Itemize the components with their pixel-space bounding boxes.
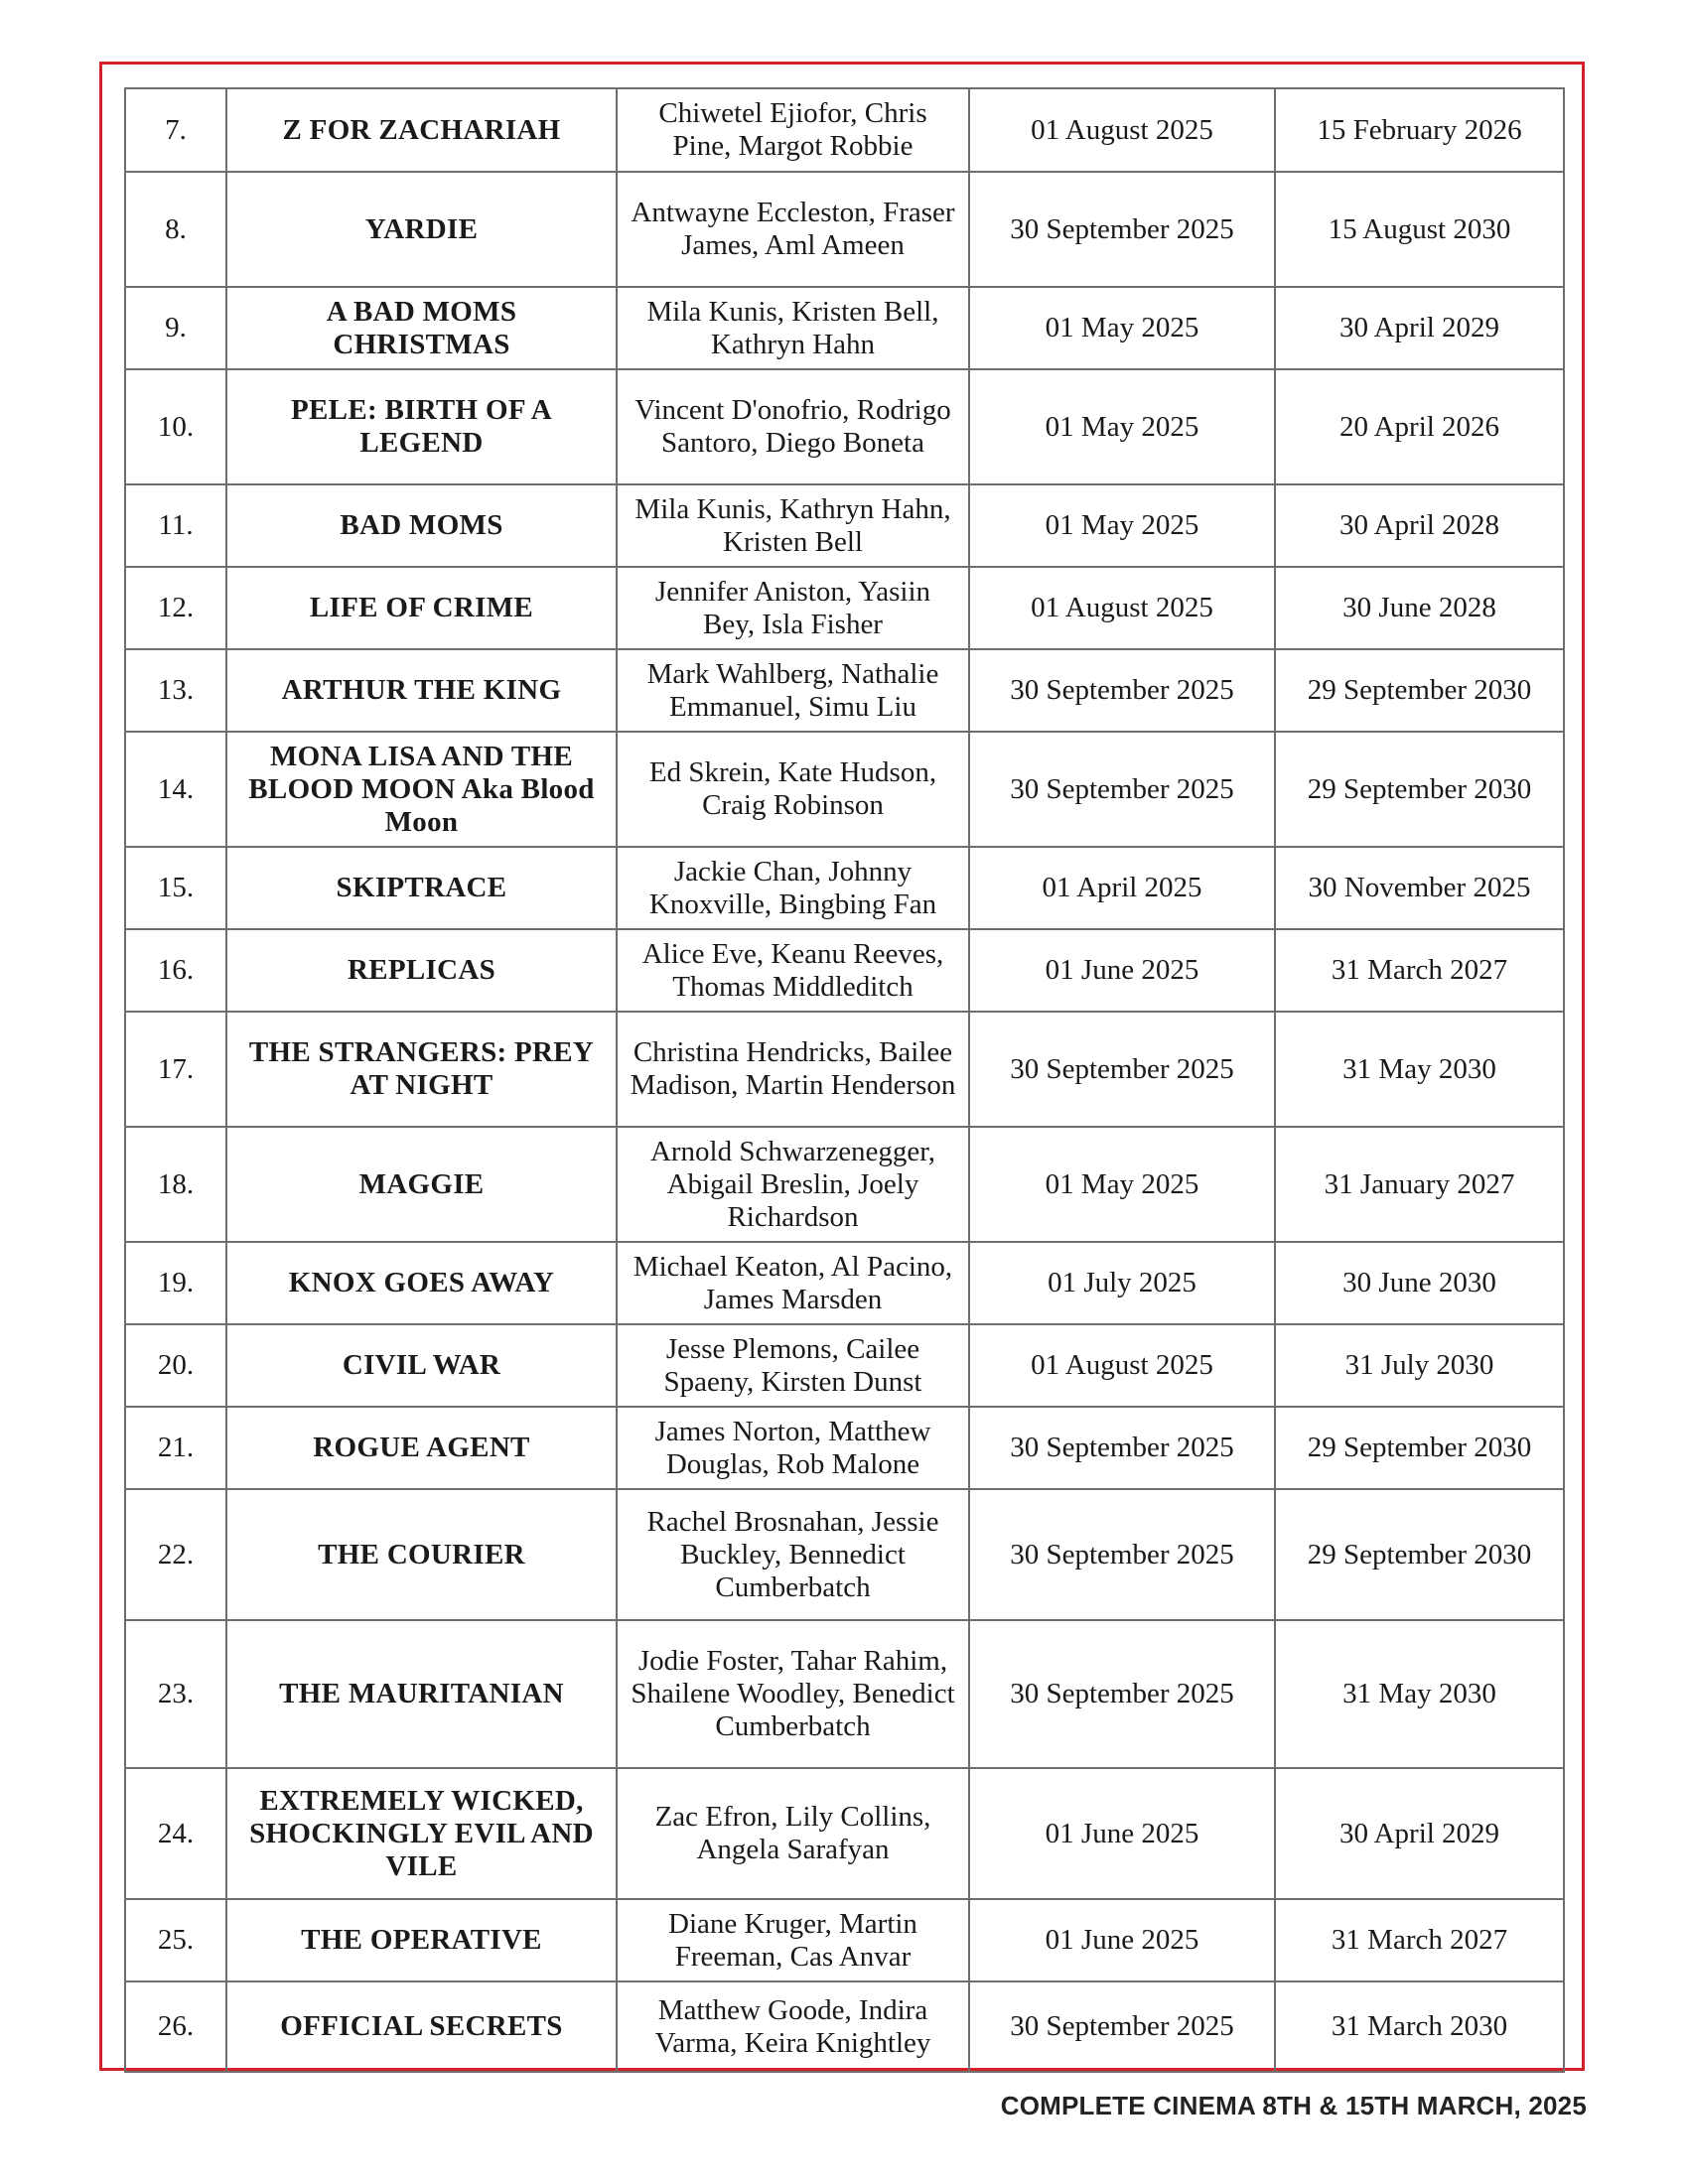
start-date: 30 September 2025 [969, 1620, 1275, 1768]
start-date: 01 August 2025 [969, 88, 1275, 172]
film-cast: Jennifer Aniston, Yasiin Bey, Isla Fisher [617, 567, 969, 649]
start-date: 30 September 2025 [969, 1489, 1275, 1620]
start-date: 30 September 2025 [969, 172, 1275, 287]
end-date: 29 September 2030 [1275, 649, 1564, 732]
film-cast: Alice Eve, Keanu Reeves, Thomas Middleditch [617, 929, 969, 1012]
end-date: 30 November 2025 [1275, 847, 1564, 929]
film-cast: Matthew Goode, Indira Varma, Keira Knightley [617, 1981, 969, 2072]
publication-footer: COMPLETE CINEMA 8TH & 15TH MARCH, 2025 [1000, 2091, 1587, 2120]
end-date: 29 September 2030 [1275, 1407, 1564, 1489]
row-number: 25. [125, 1899, 226, 1981]
film-title: A BAD MOMS CHRISTMAS [226, 287, 617, 369]
film-title: YARDIE [226, 172, 617, 287]
end-date: 30 June 2030 [1275, 1242, 1564, 1324]
table-row [125, 484, 1564, 567]
film-cast: Mila Kunis, Kristen Bell, Kathryn Hahn [617, 287, 969, 369]
start-date: 01 May 2025 [969, 484, 1275, 567]
film-title: OFFICIAL SECRETS [226, 1981, 617, 2072]
end-date: 29 September 2030 [1275, 1489, 1564, 1620]
film-cast: Mila Kunis, Kathryn Hahn, Kristen Bell [617, 484, 969, 567]
film-title: SKIPTRACE [226, 847, 617, 929]
film-schedule-table [124, 87, 1565, 2073]
end-date: 30 June 2028 [1275, 567, 1564, 649]
end-date: 31 May 2030 [1275, 1620, 1564, 1768]
row-number: 23. [125, 1620, 226, 1768]
film-cast: Diane Kruger, Martin Freeman, Cas Anvar [617, 1899, 969, 1981]
end-date: 31 January 2027 [1275, 1127, 1564, 1242]
start-date: 01 July 2025 [969, 1242, 1275, 1324]
row-number: 26. [125, 1981, 226, 2072]
table-row [125, 1981, 1564, 2072]
row-number: 9. [125, 287, 226, 369]
film-cast: Zac Efron, Lily Collins, Angela Sarafyan [617, 1768, 969, 1899]
row-number: 18. [125, 1127, 226, 1242]
row-number: 22. [125, 1489, 226, 1620]
row-number: 11. [125, 484, 226, 567]
row-number: 19. [125, 1242, 226, 1324]
end-date: 30 April 2029 [1275, 287, 1564, 369]
film-title: Z FOR ZACHARIAH [226, 88, 617, 172]
table-row [125, 1899, 1564, 1981]
row-number: 24. [125, 1768, 226, 1899]
film-title: MAGGIE [226, 1127, 617, 1242]
table-row [125, 567, 1564, 649]
row-number: 17. [125, 1012, 226, 1127]
table-row [125, 1489, 1564, 1620]
start-date: 01 May 2025 [969, 1127, 1275, 1242]
row-number: 13. [125, 649, 226, 732]
start-date: 01 August 2025 [969, 567, 1275, 649]
row-number: 12. [125, 567, 226, 649]
start-date: 30 September 2025 [969, 1981, 1275, 2072]
film-cast: Mark Wahlberg, Nathalie Emmanuel, Simu Liu [617, 649, 969, 732]
start-date: 01 June 2025 [969, 929, 1275, 1012]
start-date: 01 June 2025 [969, 1768, 1275, 1899]
row-number: 8. [125, 172, 226, 287]
film-title: THE COURIER [226, 1489, 617, 1620]
end-date: 20 April 2026 [1275, 369, 1564, 484]
end-date: 30 April 2029 [1275, 1768, 1564, 1899]
table-row [125, 1242, 1564, 1324]
row-number: 7. [125, 88, 226, 172]
start-date: 01 August 2025 [969, 1324, 1275, 1407]
film-cast: Vincent D'onofrio, Rodrigo Santoro, Diego Boneta [617, 369, 969, 484]
row-number: 21. [125, 1407, 226, 1489]
start-date: 30 September 2025 [969, 649, 1275, 732]
film-title: ARTHUR THE KING [226, 649, 617, 732]
end-date: 31 March 2027 [1275, 929, 1564, 1012]
film-title: BAD MOMS [226, 484, 617, 567]
film-cast: Arnold Schwarzenegger, Abigail Breslin, Joely Richardson [617, 1127, 969, 1242]
table-row [125, 929, 1564, 1012]
row-number: 20. [125, 1324, 226, 1407]
table-row [125, 649, 1564, 732]
film-cast: Jodie Foster, Tahar Rahim, Shailene Woodley, Benedict Cumberbatch [617, 1620, 969, 1768]
row-number: 14. [125, 732, 226, 847]
table-row [125, 287, 1564, 369]
start-date: 01 May 2025 [969, 287, 1275, 369]
film-cast: Jackie Chan, Johnny Knoxville, Bingbing Fan [617, 847, 969, 929]
film-cast: Jesse Plemons, Cailee Spaeny, Kirsten Dunst [617, 1324, 969, 1407]
film-title: EXTREMELY WICKED, SHOCKINGLY EVIL AND VILE [226, 1768, 617, 1899]
start-date: 30 September 2025 [969, 732, 1275, 847]
end-date: 31 July 2030 [1275, 1324, 1564, 1407]
end-date: 31 March 2027 [1275, 1899, 1564, 1981]
end-date: 29 September 2030 [1275, 732, 1564, 847]
table-row [125, 172, 1564, 287]
table-row [125, 1324, 1564, 1407]
end-date: 31 March 2030 [1275, 1981, 1564, 2072]
table-row [125, 369, 1564, 484]
start-date: 30 September 2025 [969, 1012, 1275, 1127]
end-date: 31 May 2030 [1275, 1012, 1564, 1127]
end-date: 30 April 2028 [1275, 484, 1564, 567]
table-row [125, 1620, 1564, 1768]
film-cast: Rachel Brosnahan, Jessie Buckley, Bennedict Cumberbatch [617, 1489, 969, 1620]
start-date: 01 May 2025 [969, 369, 1275, 484]
film-title: ROGUE AGENT [226, 1407, 617, 1489]
row-number: 16. [125, 929, 226, 1012]
table-row [125, 1012, 1564, 1127]
film-title: KNOX GOES AWAY [226, 1242, 617, 1324]
table-row [125, 1407, 1564, 1489]
start-date: 01 June 2025 [969, 1899, 1275, 1981]
film-cast: Christina Hendricks, Bailee Madison, Martin Henderson [617, 1012, 969, 1127]
film-title: PELE: BIRTH OF A LEGEND [226, 369, 617, 484]
film-cast: Michael Keaton, Al Pacino, James Marsden [617, 1242, 969, 1324]
film-title: LIFE OF CRIME [226, 567, 617, 649]
film-cast: Antwayne Eccleston, Fraser James, Aml Ameen [617, 172, 969, 287]
film-title: CIVIL WAR [226, 1324, 617, 1407]
table-row [125, 88, 1564, 172]
film-title: REPLICAS [226, 929, 617, 1012]
film-cast: Chiwetel Ejiofor, Chris Pine, Margot Robbie [617, 88, 969, 172]
film-cast: Ed Skrein, Kate Hudson, Craig Robinson [617, 732, 969, 847]
table-row [125, 732, 1564, 847]
end-date: 15 February 2026 [1275, 88, 1564, 172]
start-date: 30 September 2025 [969, 1407, 1275, 1489]
film-title: THE STRANGERS: PREY AT NIGHT [226, 1012, 617, 1127]
row-number: 15. [125, 847, 226, 929]
end-date: 15 August 2030 [1275, 172, 1564, 287]
start-date: 01 April 2025 [969, 847, 1275, 929]
table-row [125, 1127, 1564, 1242]
film-cast: James Norton, Matthew Douglas, Rob Malone [617, 1407, 969, 1489]
table-row [125, 847, 1564, 929]
row-number: 10. [125, 369, 226, 484]
table-row [125, 1768, 1564, 1899]
film-title: THE OPERATIVE [226, 1899, 617, 1981]
film-title: THE MAURITANIAN [226, 1620, 617, 1768]
film-title: MONA LISA AND THE BLOOD MOON Aka Blood Moon [226, 732, 617, 847]
